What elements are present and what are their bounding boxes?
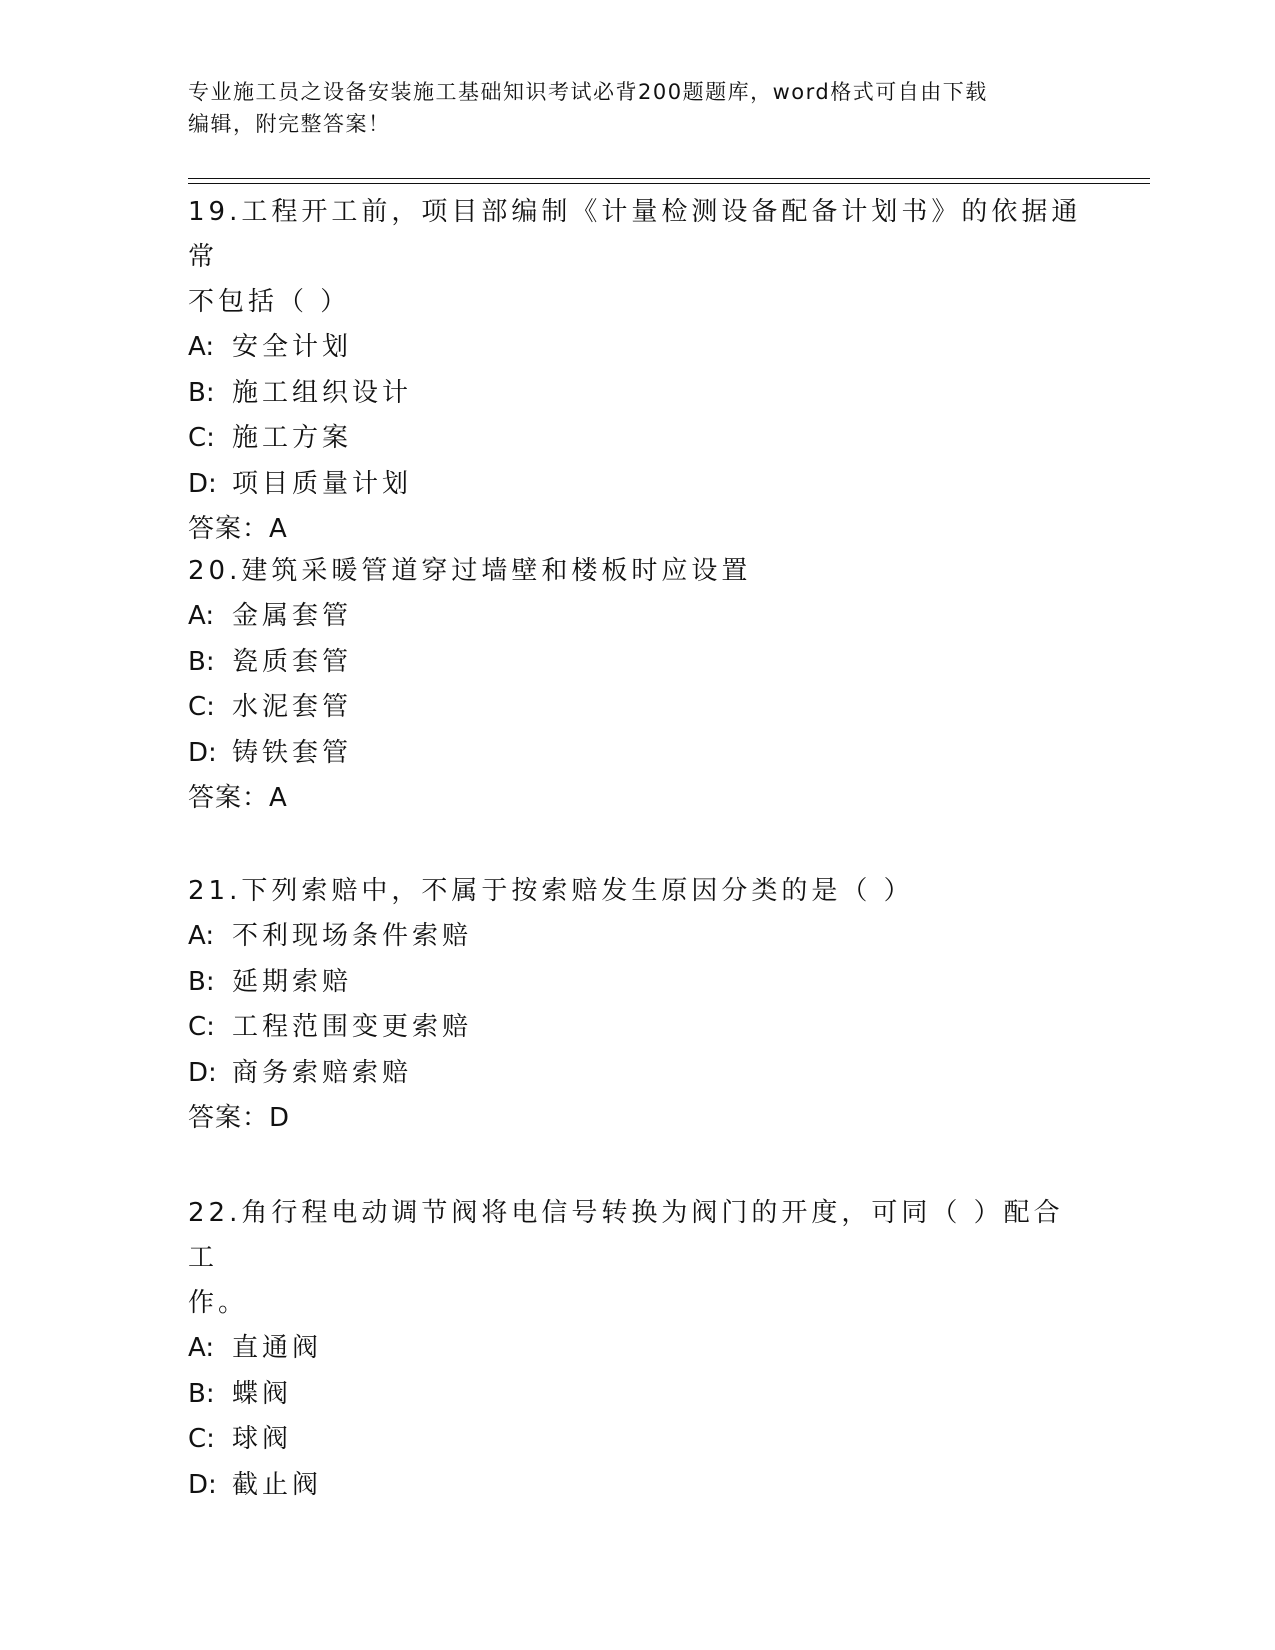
question-block bbox=[188, 869, 1088, 1141]
question-stem-line: 不包括（ ） bbox=[188, 287, 351, 317]
option-c bbox=[188, 1417, 1088, 1463]
option-text: 蝶阀 bbox=[232, 1378, 293, 1409]
option-label: B: bbox=[188, 1378, 215, 1409]
option-label: A: bbox=[188, 921, 215, 951]
option-label: C: bbox=[188, 1424, 215, 1454]
option-text: 不利现场条件索赔 bbox=[232, 921, 473, 951]
option-c bbox=[188, 685, 1088, 731]
question-stem-line: 22.角行程电动调节阀将电信号转换为阀门的开度，可同（ ）配合工 bbox=[188, 1198, 1064, 1273]
option-text: 截止阀 bbox=[232, 1469, 323, 1500]
header-divider-top bbox=[188, 178, 1150, 179]
option-label: A: bbox=[188, 332, 215, 362]
option-label: A: bbox=[188, 601, 215, 631]
option-b bbox=[188, 371, 1088, 417]
option-text: 施工方案 bbox=[232, 423, 353, 453]
option-text: 工程范围变更索赔 bbox=[232, 1012, 473, 1042]
option-label: C: bbox=[188, 692, 215, 722]
header-line-1: 专业施工员之设备安装施工基础知识考试必背200题题库，word格式可自由下载 bbox=[188, 80, 988, 104]
option-text: 瓷质套管 bbox=[232, 646, 353, 677]
option-label: D: bbox=[188, 468, 217, 499]
option-text: 商务索赔索赔 bbox=[232, 1057, 413, 1088]
header-divider-bottom bbox=[188, 183, 1150, 184]
answer-line: 答案：A bbox=[188, 514, 288, 544]
question-block bbox=[188, 190, 1088, 552]
option-c bbox=[188, 1005, 1088, 1051]
option-d bbox=[188, 1463, 1088, 1509]
question-stem-line: 作。 bbox=[188, 1288, 249, 1318]
option-text: 铸铁套管 bbox=[232, 737, 353, 768]
option-label: A: bbox=[188, 1333, 215, 1363]
question-stem-line: 19.工程开工前，项目部编制《计量检测设备配备计划书》的依据通常 bbox=[188, 197, 1082, 272]
option-a bbox=[188, 914, 1088, 960]
option-text: 球阀 bbox=[232, 1424, 293, 1454]
option-label: B: bbox=[188, 966, 215, 997]
option-text: 金属套管 bbox=[232, 601, 353, 631]
option-text: 项目质量计划 bbox=[232, 468, 413, 499]
option-d bbox=[188, 1051, 1088, 1097]
option-b bbox=[188, 1372, 1088, 1418]
option-label: C: bbox=[188, 423, 215, 453]
option-text: 直通阀 bbox=[232, 1333, 323, 1363]
option-label: B: bbox=[188, 377, 215, 408]
question-stem-line: 20.建筑采暖管道穿过墙壁和楼板时应设置 bbox=[188, 556, 752, 586]
option-label: B: bbox=[188, 646, 215, 677]
answer-line: 答案：A bbox=[188, 783, 288, 813]
header-line-2: 编辑，附完整答案！ bbox=[188, 112, 391, 136]
answer-line: 答案：D bbox=[188, 1103, 291, 1133]
option-b bbox=[188, 640, 1088, 686]
option-c bbox=[188, 416, 1088, 462]
question-block bbox=[188, 1191, 1088, 1508]
option-label: D: bbox=[188, 1469, 217, 1500]
option-text: 施工组织设计 bbox=[232, 377, 413, 408]
document-header bbox=[188, 76, 1088, 140]
option-label: D: bbox=[188, 737, 217, 768]
option-label: C: bbox=[188, 1012, 215, 1042]
option-label: D: bbox=[188, 1057, 217, 1088]
option-d bbox=[188, 731, 1088, 777]
option-a bbox=[188, 594, 1088, 640]
option-d bbox=[188, 462, 1088, 508]
question-stem-line: 21.下列索赔中，不属于按索赔发生原因分类的是（ ） bbox=[188, 876, 914, 906]
option-a bbox=[188, 325, 1088, 371]
option-text: 水泥套管 bbox=[232, 692, 353, 722]
question-block bbox=[188, 549, 1088, 821]
option-text: 延期索赔 bbox=[232, 966, 353, 997]
option-b bbox=[188, 960, 1088, 1006]
option-text: 安全计划 bbox=[232, 332, 353, 362]
option-a bbox=[188, 1326, 1088, 1372]
